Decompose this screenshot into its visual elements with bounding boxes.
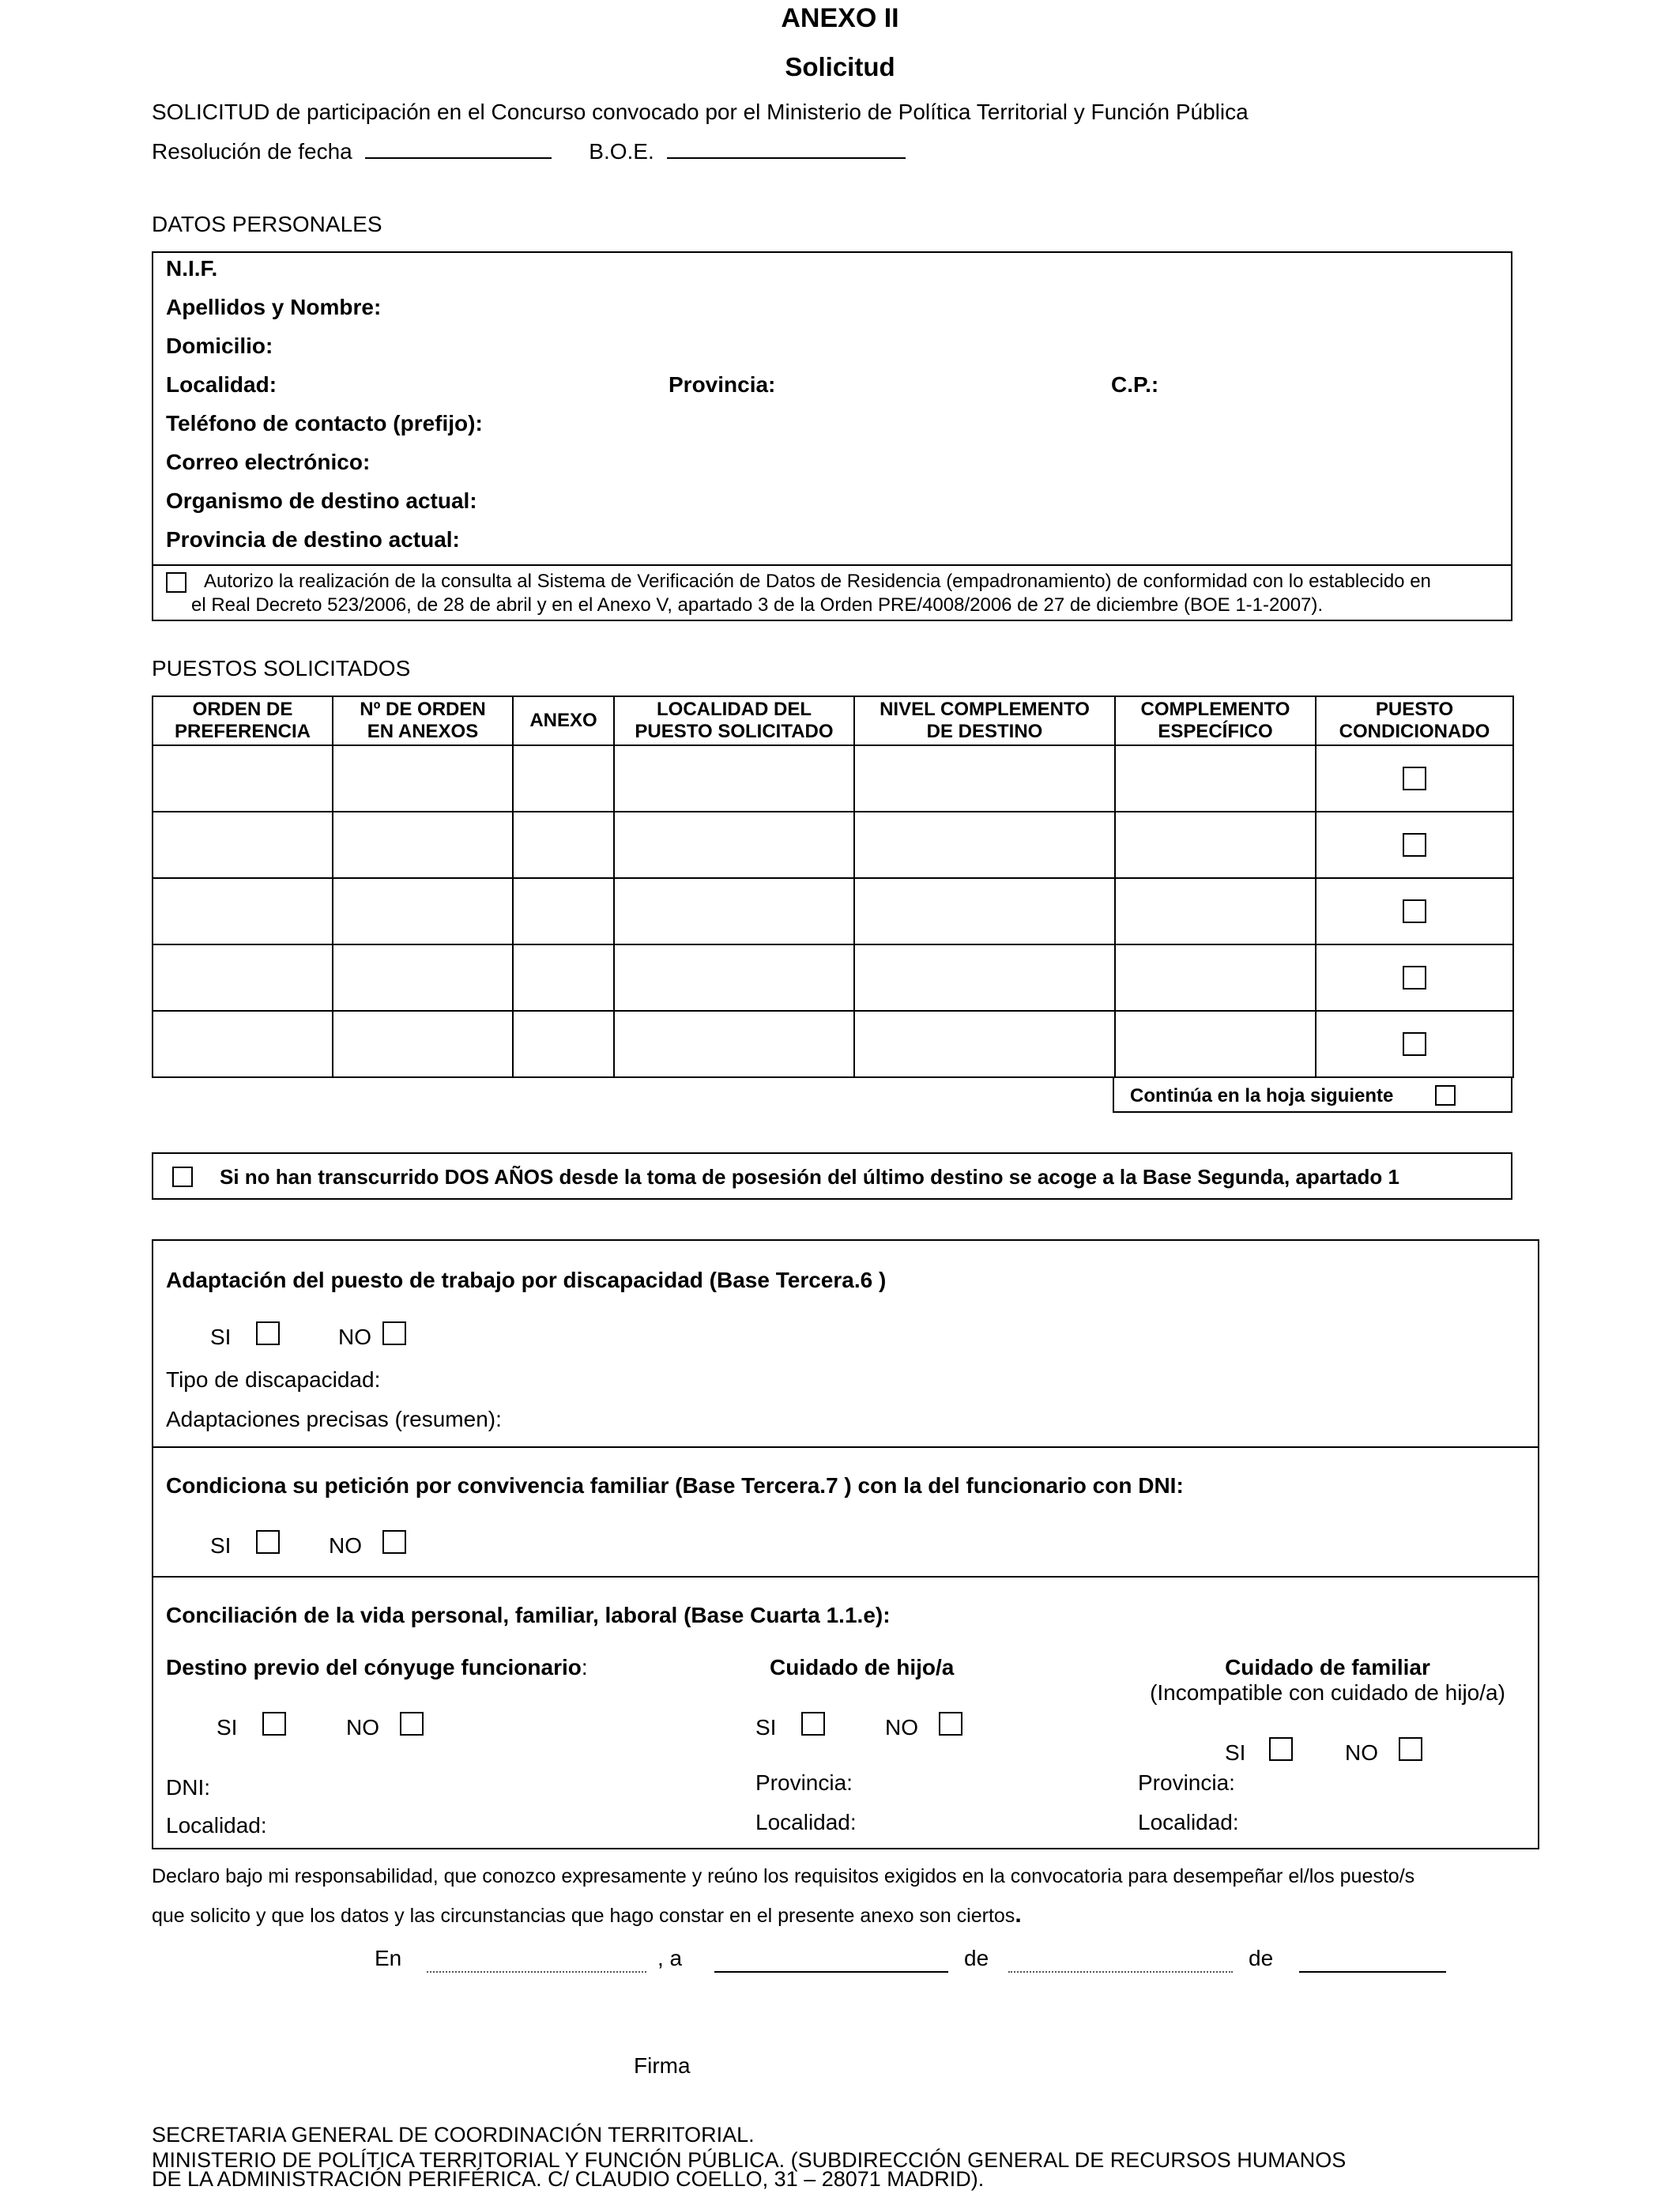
adaptacion-title: Adaptación del puesto de trabajo por discapacidad (Base Tercera.6 ) — [166, 1268, 887, 1292]
fecha-ano-field[interactable] — [1299, 1971, 1446, 1973]
table-row — [153, 745, 1513, 812]
apellidos-label: Apellidos y Nombre: — [166, 295, 382, 319]
convivencia-si-label: SI — [210, 1533, 232, 1558]
table-row — [153, 944, 1513, 1011]
dos-anos-checkbox[interactable] — [172, 1167, 193, 1187]
familiar-no-label: NO — [1345, 1740, 1378, 1765]
hijo-si-checkbox[interactable] — [801, 1712, 825, 1736]
continua-label: Continúa en la hoja siguiente — [1130, 1085, 1394, 1106]
hijo-si-label: SI — [755, 1715, 777, 1740]
telefono-label: Teléfono de contacto (prefijo): — [166, 411, 483, 435]
datos-personales-heading: DATOS PERSONALES — [152, 212, 382, 236]
familiar-no-checkbox[interactable] — [1399, 1737, 1422, 1761]
resolucion-date-field[interactable] — [365, 140, 552, 159]
conyuge-dni-label: DNI: — [166, 1775, 210, 1800]
autorizo-text-2: el Real Decreto 523/2006, de 28 de abril y en el Anexo V, apartado 3 de la Orden PRE/4008/2006 de 27 de diciembre (BOE 1-1-2007). — [191, 594, 1324, 616]
localidad-label: Localidad: — [166, 372, 277, 397]
condicionado-checkbox[interactable] — [1403, 767, 1426, 790]
nif-label: N.I.F. — [166, 256, 218, 281]
hijo-no-checkbox[interactable] — [939, 1712, 962, 1736]
datos-personales-box — [152, 251, 1512, 621]
familiar-localidad-label: Localidad: — [1138, 1810, 1239, 1834]
cell-input[interactable] — [1115, 812, 1316, 878]
domicilio-label: Domicilio: — [166, 334, 273, 358]
conyuge-no-label: NO — [346, 1715, 379, 1740]
cell-input[interactable] — [153, 944, 333, 1011]
divider — [153, 564, 1511, 566]
cell-input[interactable] — [333, 878, 513, 944]
resolucion-label: Resolución de fecha — [152, 139, 352, 164]
autorizo-checkbox[interactable] — [166, 572, 186, 593]
fecha-de-label-1: de — [964, 1946, 989, 1970]
cell-condicionado — [1316, 745, 1513, 812]
cell-input[interactable] — [513, 812, 614, 878]
intro-text: SOLICITUD de participación en el Concurso convocado por el Ministerio de Política Territorial y Función Pública — [152, 100, 1249, 124]
page-title: Solicitud — [785, 52, 895, 81]
cell-input[interactable] — [854, 878, 1115, 944]
table-row — [153, 812, 1513, 878]
cell-input[interactable] — [153, 812, 333, 878]
cell-condicionado — [1316, 878, 1513, 944]
conyuge-heading: Destino previo del cónyuge funcionario: — [166, 1655, 588, 1679]
adaptacion-no-checkbox[interactable] — [382, 1321, 406, 1345]
fecha-en-label: En — [375, 1946, 402, 1970]
condicionado-checkbox[interactable] — [1403, 899, 1426, 923]
hijo-heading: Cuidado de hijo/a — [770, 1655, 955, 1679]
provincia-label: Provincia: — [669, 372, 776, 397]
cell-input[interactable] — [513, 745, 614, 812]
fecha-de-label-2: de — [1249, 1946, 1274, 1970]
dos-anos-text: Si no han transcurrido DOS AÑOS desde la toma de posesión del último destino se acoge a la Base Segunda, apartado 1 — [220, 1165, 1399, 1189]
familiar-si-label: SI — [1225, 1740, 1246, 1765]
cell-input[interactable] — [153, 878, 333, 944]
adaptacion-si-label: SI — [210, 1325, 232, 1349]
col-num-orden: Nº DE ORDEN EN ANEXOS — [333, 696, 513, 745]
puestos-table — [152, 696, 1514, 1078]
cp-label: C.P.: — [1111, 372, 1159, 397]
correo-label: Correo electrónico: — [166, 450, 371, 474]
cell-condicionado — [1316, 1011, 1513, 1077]
condicionado-checkbox[interactable] — [1403, 966, 1426, 990]
footer-line-3: DE LA ADMINISTRACIÓN PERIFÉRICA. C/ CLAUDIO COELLO, 31 – 28071 MADRID). — [152, 2167, 985, 2191]
cell-input[interactable] — [513, 878, 614, 944]
hijo-localidad-label: Localidad: — [755, 1810, 857, 1834]
familiar-note: (Incompatible con cuidado de hijo/a) — [1150, 1680, 1505, 1705]
hijo-no-label: NO — [885, 1715, 918, 1740]
condicionado-checkbox[interactable] — [1403, 1032, 1426, 1056]
firma-label: Firma — [634, 2053, 691, 2078]
col-nivel: NIVEL COMPLEMENTO DE DESTINO — [854, 696, 1115, 745]
cell-input[interactable] — [333, 1011, 513, 1077]
cell-input[interactable] — [333, 812, 513, 878]
convivencia-no-checkbox[interactable] — [382, 1530, 406, 1554]
continua-box — [1113, 1076, 1512, 1113]
cell-input[interactable] — [1115, 1011, 1316, 1077]
cell-input[interactable] — [854, 745, 1115, 812]
cell-input[interactable] — [1115, 878, 1316, 944]
dos-anos-box — [152, 1152, 1512, 1200]
cell-input[interactable] — [1115, 745, 1316, 812]
cell-input[interactable] — [614, 745, 854, 812]
cell-input[interactable] — [854, 812, 1115, 878]
cell-input[interactable] — [153, 1011, 333, 1077]
table-row — [153, 1011, 1513, 1077]
adaptaciones-label: Adaptaciones precisas (resumen): — [166, 1407, 502, 1431]
boe-field[interactable] — [667, 140, 906, 159]
puestos-heading: PUESTOS SOLICITADOS — [152, 656, 411, 680]
footer-line-1: SECRETARIA GENERAL DE COORDINACIÓN TERRITORIAL. — [152, 2123, 755, 2147]
organismo-label: Organismo de destino actual: — [166, 488, 477, 513]
fecha-mes-field[interactable] — [1008, 1971, 1233, 1973]
table-row — [153, 878, 1513, 944]
anexo-title: ANEXO II — [781, 3, 899, 33]
situaciones-box — [152, 1239, 1539, 1849]
cell-condicionado — [1316, 812, 1513, 878]
continua-checkbox[interactable] — [1435, 1085, 1456, 1106]
hijo-provincia-label: Provincia: — [755, 1770, 853, 1795]
cell-input[interactable] — [333, 944, 513, 1011]
divider — [153, 1576, 1538, 1578]
cell-input[interactable] — [153, 745, 333, 812]
cell-input[interactable] — [614, 1011, 854, 1077]
col-orden-preferencia: ORDEN DE PREFERENCIA — [153, 696, 333, 745]
autorizo-text-1: Autorizo la realización de la consulta al Sistema de Verificación de Datos de Residencia (empadronamiento) de conformidad con lo establecido en — [204, 571, 1431, 592]
col-anexo: ANEXO — [513, 696, 614, 745]
conyuge-si-label: SI — [217, 1715, 238, 1740]
declaracion-line-1: Declaro bajo mi responsabilidad, que conozco expresamente y reúno los requisitos exigidos en la convocatoria para desempeñar el/los puesto/s — [152, 1865, 1415, 1887]
convivencia-si-checkbox[interactable] — [256, 1530, 280, 1554]
condicionado-checkbox[interactable] — [1403, 833, 1426, 857]
resolucion-line — [152, 139, 906, 164]
divider — [153, 1446, 1538, 1448]
cell-input[interactable] — [854, 1011, 1115, 1077]
conciliacion-title: Conciliación de la vida personal, familiar, laboral (Base Cuarta 1.1.e): — [166, 1603, 891, 1627]
adaptacion-no-label: NO — [338, 1325, 371, 1349]
familiar-si-checkbox[interactable] — [1269, 1737, 1293, 1761]
cell-input[interactable] — [513, 944, 614, 1011]
adaptacion-si-checkbox[interactable] — [256, 1321, 280, 1345]
familiar-heading: Cuidado de familiar — [1225, 1655, 1430, 1679]
footer-line-2: MINISTERIO DE POLÍTICA TERRITORIAL Y FUNCIÓN PÚBLICA. (SUBDIRECCIÓN GENERAL DE RECURSOS HUMANOS — [152, 2148, 1347, 2172]
col-condicionado: PUESTO CONDICIONADO — [1316, 696, 1513, 745]
boe-label: B.O.E. — [589, 139, 654, 164]
fecha-lugar-field[interactable] — [427, 1971, 646, 1973]
cell-input[interactable] — [614, 812, 854, 878]
fecha-a-label: , a — [657, 1946, 683, 1970]
declaracion-line-2: que solicito y que los datos y las circunstancias que hago constar en el presente anexo son ciertos. — [152, 1902, 1022, 1928]
convivencia-title: Condiciona su petición por convivencia familiar (Base Tercera.7 ) con la del funcionario con DNI: — [166, 1473, 1184, 1498]
cell-input[interactable] — [513, 1011, 614, 1077]
fecha-dia-field[interactable] — [714, 1971, 948, 1973]
cell-input[interactable] — [854, 944, 1115, 1011]
cell-input[interactable] — [333, 745, 513, 812]
conyuge-si-checkbox[interactable] — [262, 1712, 286, 1736]
conyuge-localidad-label: Localidad: — [166, 1813, 267, 1838]
conyuge-no-checkbox[interactable] — [400, 1712, 424, 1736]
familiar-provincia-label: Provincia: — [1138, 1770, 1235, 1795]
convivencia-no-label: NO — [329, 1533, 362, 1558]
cell-input[interactable] — [1115, 944, 1316, 1011]
cell-input[interactable] — [614, 878, 854, 944]
col-localidad: LOCALIDAD DEL PUESTO SOLICITADO — [614, 696, 854, 745]
cell-input[interactable] — [614, 944, 854, 1011]
col-especifico: COMPLEMENTO ESPECÍFICO — [1115, 696, 1316, 745]
tipo-discapacidad-label: Tipo de discapacidad: — [166, 1367, 381, 1392]
table-header-row — [153, 696, 1513, 745]
cell-condicionado — [1316, 944, 1513, 1011]
provincia-destino-label: Provincia de destino actual: — [166, 527, 460, 552]
